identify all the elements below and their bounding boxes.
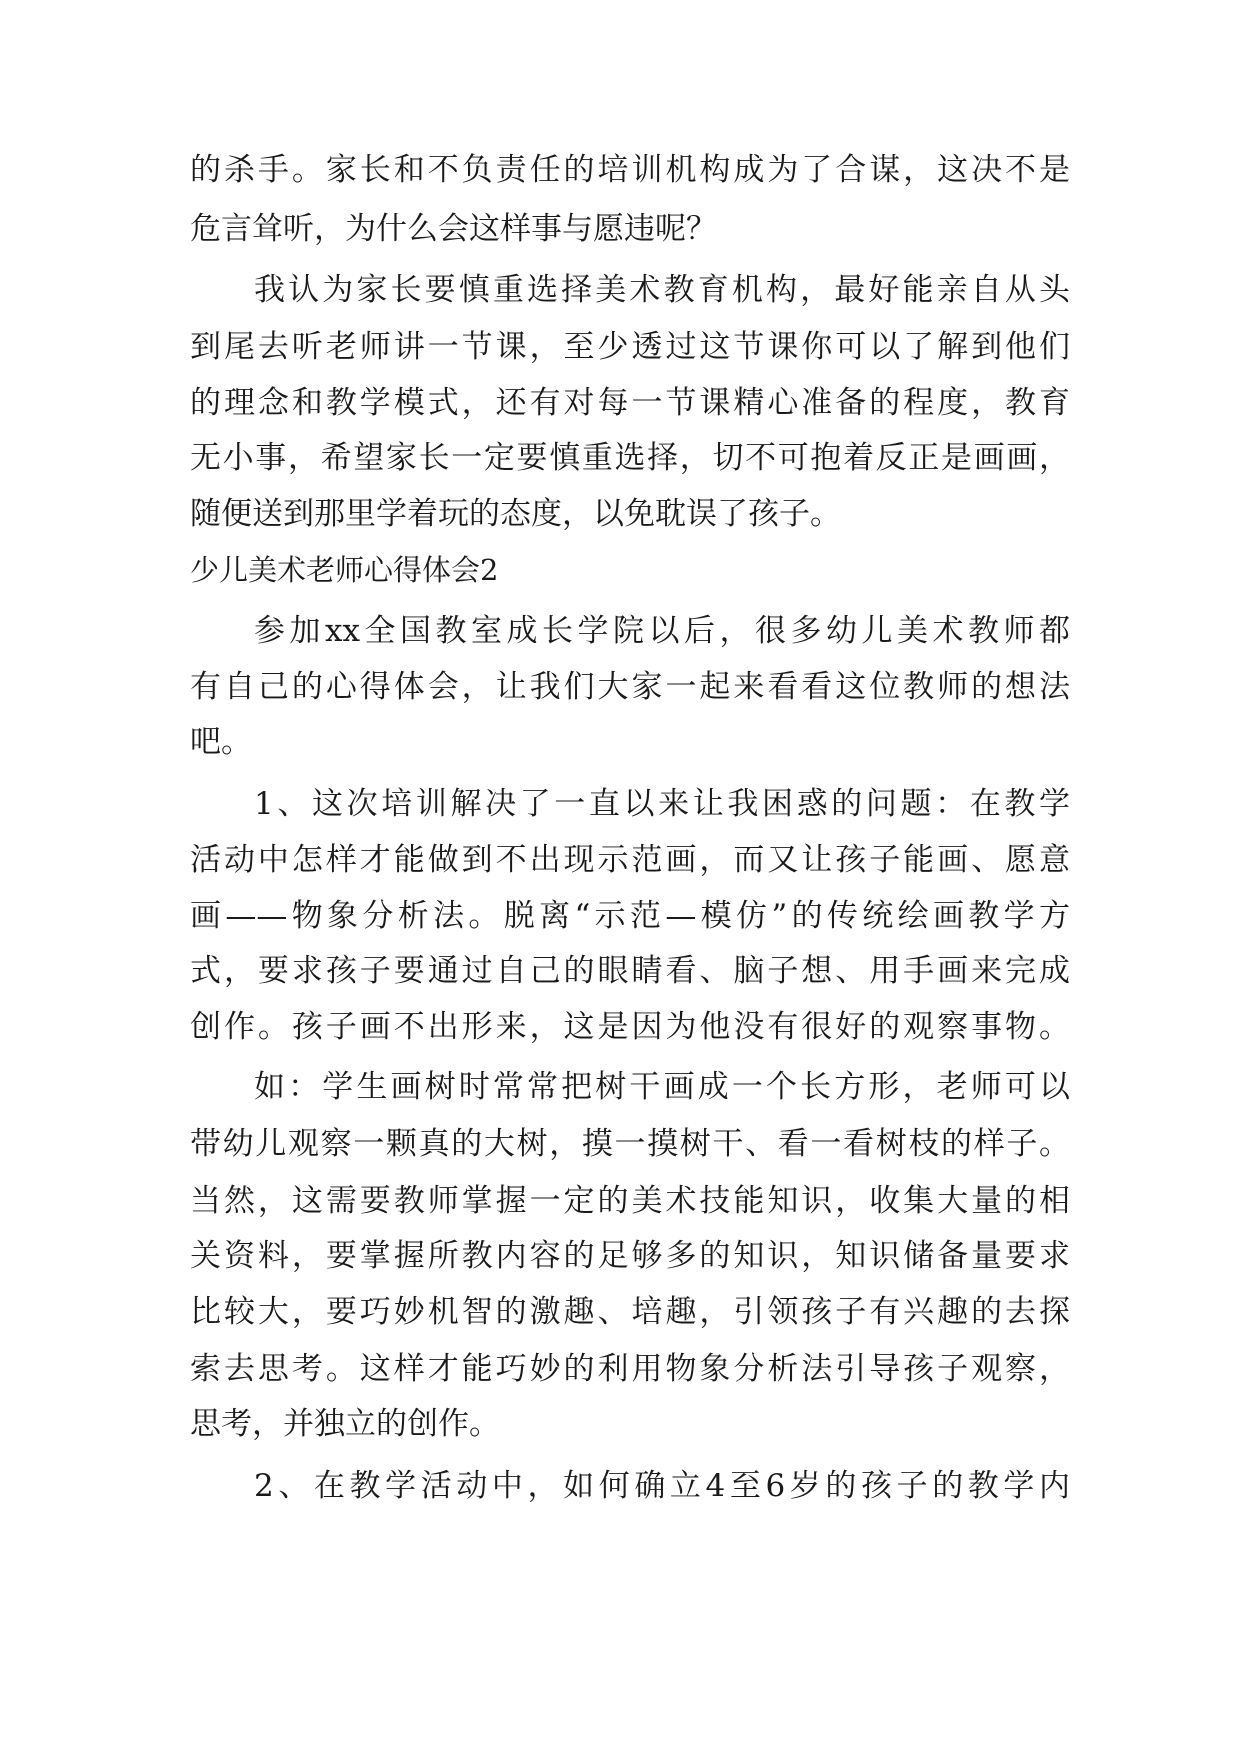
text-line: 思考，并独立的创作。	[190, 1406, 500, 1442]
text-line: 索去思考。这样才能巧妙的利用物象分析法引导孩子观察，	[190, 1351, 1070, 1387]
text-line: 到尾去听老师讲一节课，至少透过这节课你可以了解到他们	[190, 329, 1070, 365]
text-line: 无小事，希望家长一定要慎重选择，切不可抱着反正是画画，	[190, 440, 1070, 476]
text-line: 1、这次培训解决了一直以来让我困惑的问题：在教学	[254, 786, 1070, 822]
text-line: 当然，这需要教师掌握一定的美术技能知识，收集大量的相	[190, 1183, 1070, 1219]
text-line: 参加xx全国教室成长学院以后，很多幼儿美术教师都	[254, 613, 1070, 649]
text-line: 有自己的心得体会，让我们大家一起来看看这位教师的想法	[190, 669, 1070, 705]
text-line: 式，要求孩子要通过自己的眼睛看、脑子想、用手画来完成	[190, 953, 1070, 989]
text-line: 画——物象分析法。脱离“示范—模仿”的传统绘画教学方	[190, 898, 1070, 934]
text-line: 创作。孩子画不出形来，这是因为他没有很好的观察事物。	[190, 1009, 1070, 1045]
text-line: 吧。	[190, 724, 252, 760]
text-line: 如：学生画树时常常把树干画成一个长方形，老师可以	[254, 1069, 1070, 1105]
section-heading: 少儿美术老师心得体会2	[190, 553, 499, 587]
text-line: 活动中怎样才能做到不出现示范画，而又让孩子能画、愿意	[190, 842, 1070, 878]
text-line: 的理念和教学模式，还有对每一节课精心准备的程度，教育	[190, 385, 1070, 421]
text-line: 我认为家长要慎重选择美术教育机构，最好能亲自从头	[254, 272, 1070, 308]
text-line: 危言耸听，为什么会这样事与愿违呢？	[190, 211, 717, 247]
text-line: 比较大，要巧妙机智的激趣、培趣，引领孩子有兴趣的去探	[190, 1294, 1070, 1330]
text-line: 的杀手。家长和不负责任的培训机构成为了合谋，这决不是	[190, 152, 1070, 188]
text-line: 关资料，要掌握所教内容的足够多的知识，知识储备量要求	[190, 1238, 1070, 1274]
text-line: 2、在教学活动中，如何确立4至6岁的孩子的教学内	[254, 1468, 1070, 1504]
text-line: 带幼儿观察一颗真的大树，摸一摸树干、看一看树枝的样子。	[190, 1126, 1070, 1162]
text-line: 随便送到那里学着玩的态度，以免耽误了孩子。	[190, 496, 841, 532]
